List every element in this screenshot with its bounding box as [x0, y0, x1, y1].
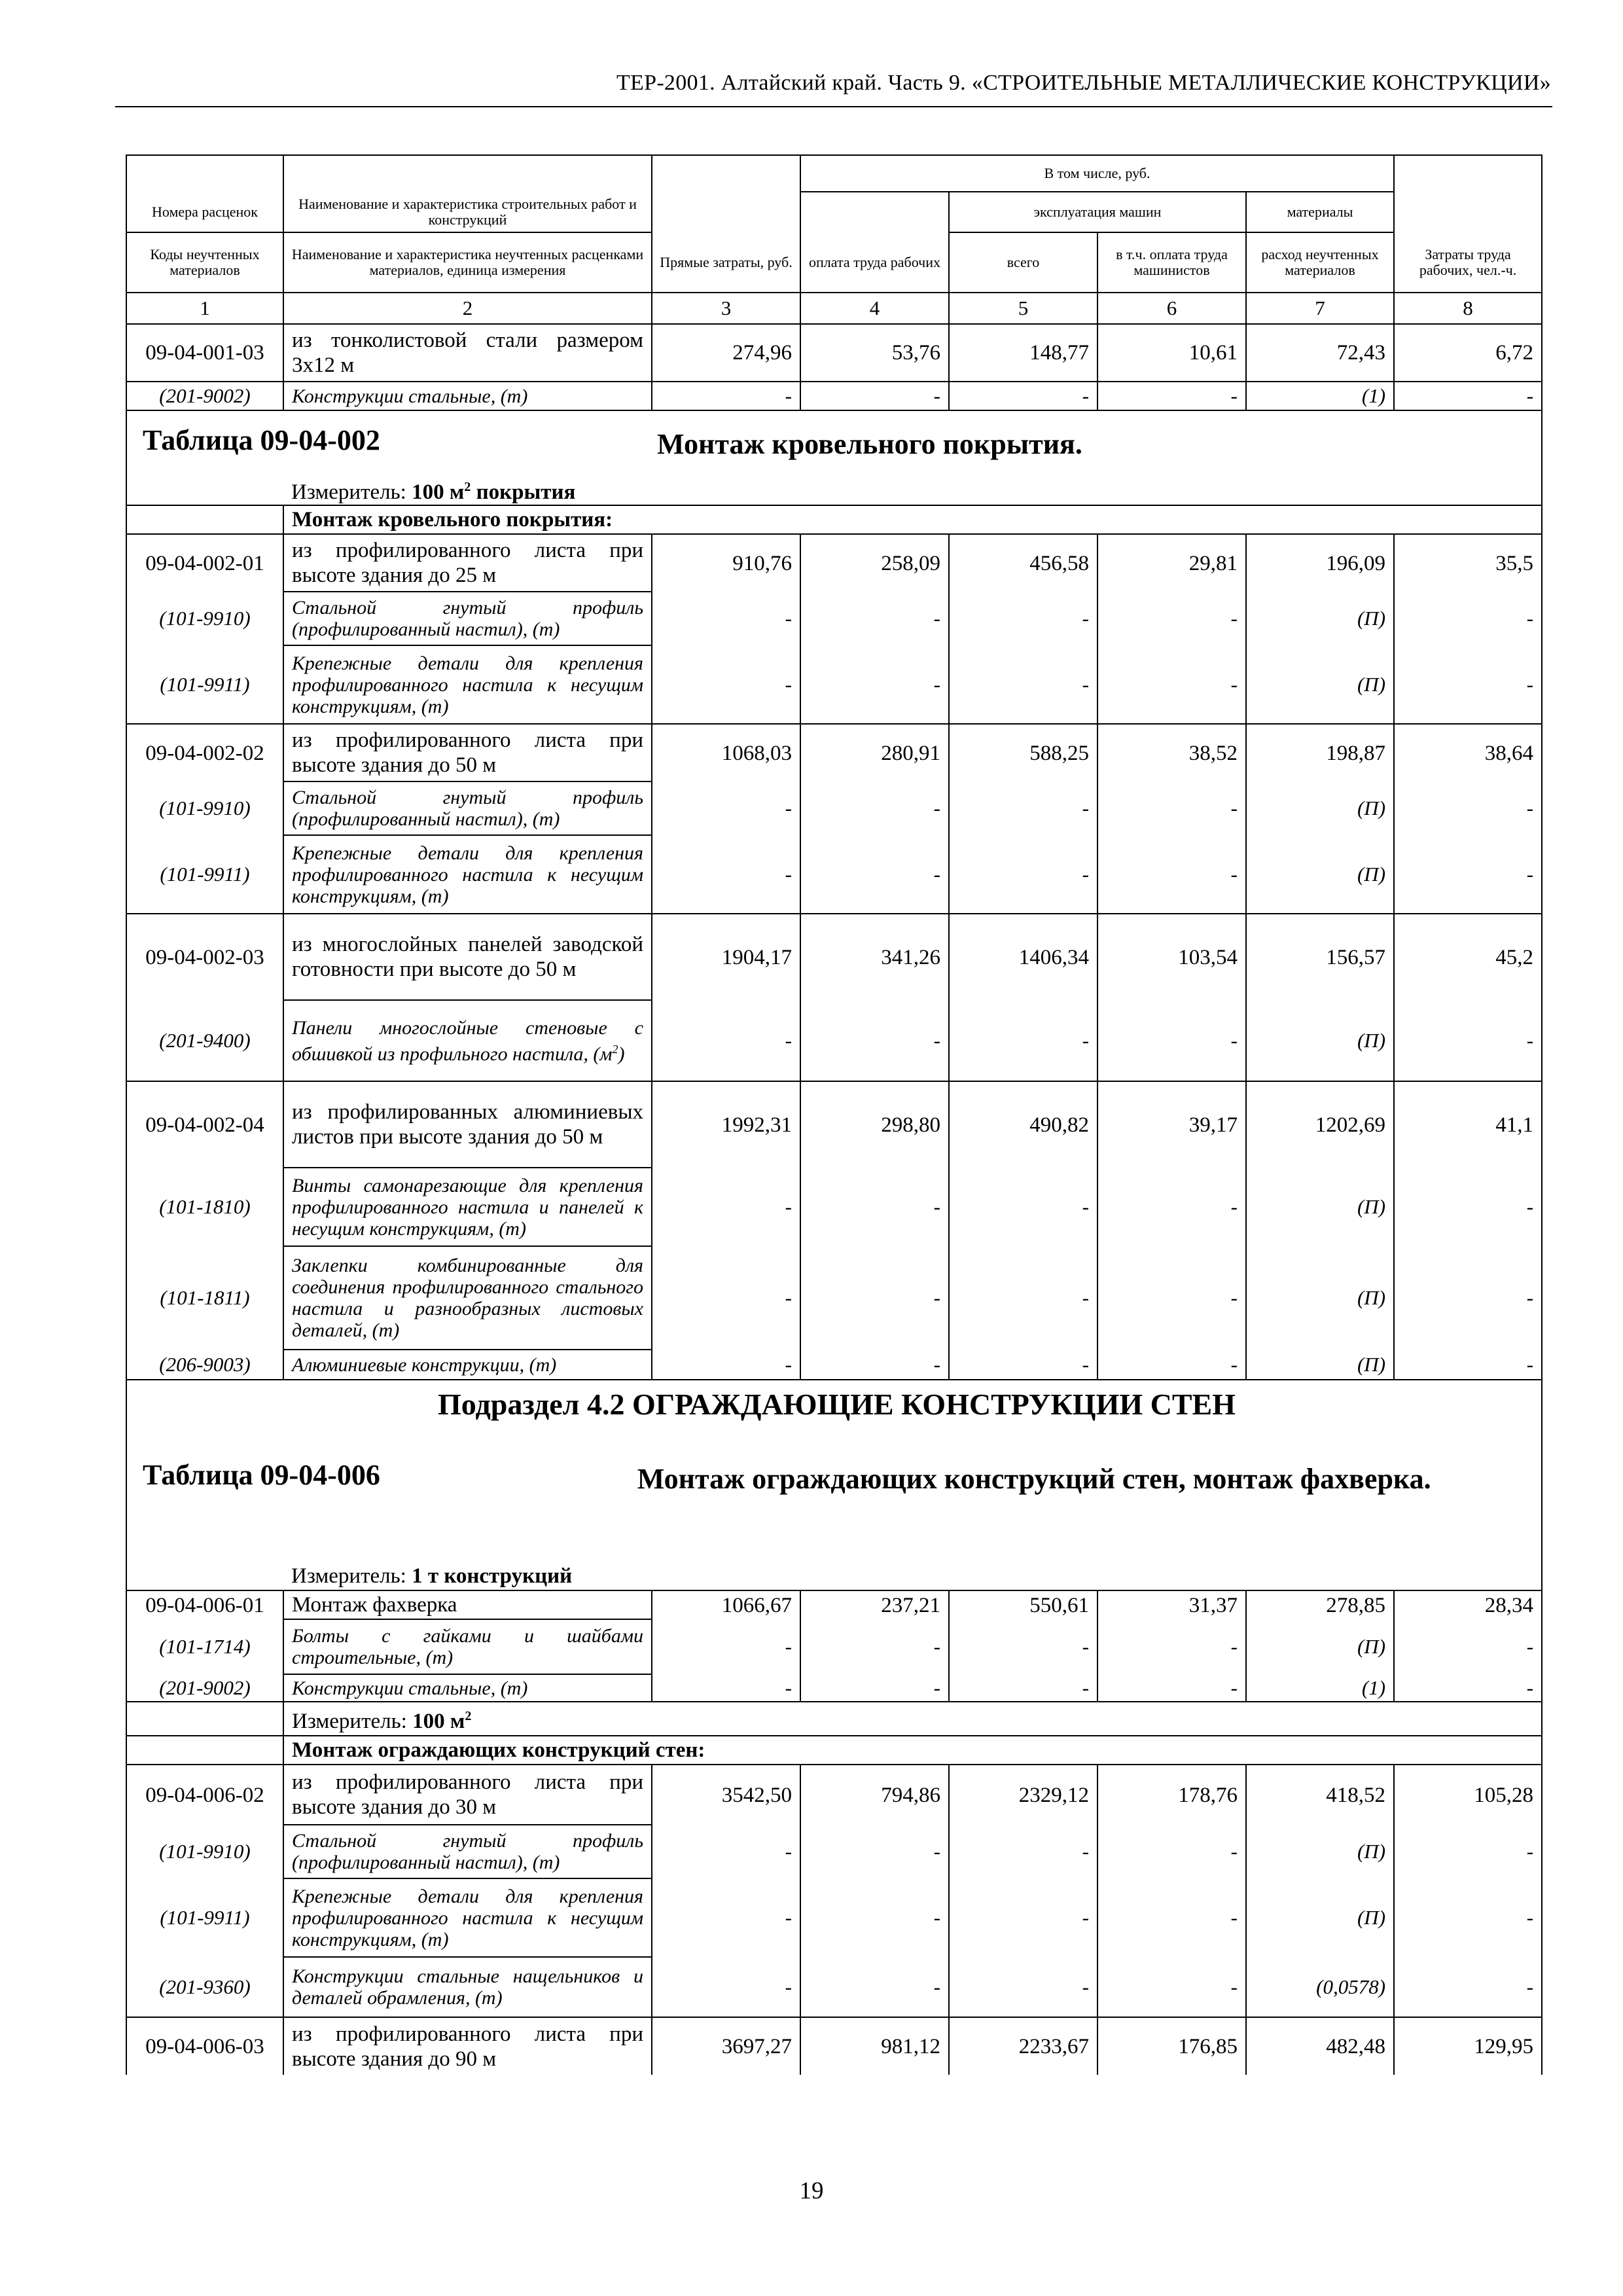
- value-cell: 550,61: [949, 1590, 1097, 1619]
- material-code: (101-9910): [126, 592, 283, 645]
- value-cell: 588,25: [949, 724, 1097, 781]
- value-cell: (П): [1246, 1246, 1394, 1350]
- value-cell: -: [1394, 1825, 1542, 1878]
- value-cell: -: [949, 781, 1097, 835]
- rate-code: 09-04-006-02: [126, 1765, 283, 1825]
- hd-col3-spacer: [652, 192, 800, 232]
- col-number: 6: [1097, 293, 1246, 324]
- value-cell: -: [652, 382, 800, 410]
- meter: [283, 1562, 1542, 1590]
- material-code: (101-1811): [126, 1246, 283, 1350]
- hd-materials: материалы: [1246, 192, 1394, 232]
- meter-spacer: [126, 1702, 283, 1736]
- material-code: (101-1714): [126, 1619, 283, 1674]
- value-cell: -: [1394, 382, 1542, 410]
- value-cell: -: [800, 1350, 949, 1380]
- col-number: 2: [283, 293, 652, 324]
- value-cell: -: [800, 1957, 949, 2017]
- material-row: [126, 1619, 1542, 1674]
- meter-suffix: покрытия: [471, 480, 576, 504]
- group-title: Монтаж кровельного покрытия:: [283, 505, 1542, 534]
- section-title: Подраздел 4.2 ОГРАЖДАЮЩИЕ КОНСТРУКЦИИ СТЕН: [438, 1388, 1236, 1421]
- value-cell: -: [1394, 645, 1542, 724]
- value-cell: 41,1: [1394, 1081, 1542, 1168]
- value-cell: 2329,12: [949, 1765, 1097, 1825]
- value-cell: -: [1394, 1957, 1542, 2017]
- material-code: (101-9911): [126, 835, 283, 914]
- material-code: (206-9003): [126, 1350, 283, 1380]
- meter: [283, 1702, 1542, 1736]
- value-cell: 2233,67: [949, 2017, 1097, 2075]
- material-row: [126, 382, 1542, 410]
- value-cell: 105,28: [1394, 1765, 1542, 1825]
- value-cell: -: [800, 382, 949, 410]
- material-name: Панели многослойные стеновые с обшивкой из профильного настила, $(м^2)$: [283, 1000, 652, 1081]
- value-cell: -: [1097, 645, 1246, 724]
- material-code: (101-9910): [126, 1825, 283, 1878]
- material-name: Винты самонарезающие для крепления профилированного настила и панелей к несущим конструкциям, (т): [283, 1168, 652, 1246]
- value-cell: -: [652, 592, 800, 645]
- rate-row: [126, 724, 1542, 781]
- value-cell: -: [949, 645, 1097, 724]
- material-code: (201-9360): [126, 1957, 283, 2017]
- material-row: [126, 1350, 1542, 1380]
- header-row: [126, 155, 1542, 192]
- rate-row: [126, 914, 1542, 1000]
- material-name: Крепежные детали для крепления профилированного настила к несущим конструкциям, (т): [283, 645, 652, 724]
- material-row: [126, 1246, 1542, 1350]
- header-rule: [115, 106, 1552, 107]
- value-cell: 156,57: [1246, 914, 1394, 1000]
- value-cell: 178,76: [1097, 1765, 1246, 1825]
- material-name: Конструкции стальные, (т): [283, 382, 652, 410]
- material-row: [126, 1878, 1542, 1957]
- value-cell: -: [1097, 1168, 1246, 1246]
- material-row: [126, 645, 1542, 724]
- value-cell: -: [1394, 1350, 1542, 1380]
- value-cell: -: [800, 781, 949, 835]
- value-cell: (П): [1246, 1878, 1394, 1957]
- hd-direct-costs: Прямые затраты, руб.: [652, 232, 800, 293]
- value-cell: (П): [1246, 1350, 1394, 1380]
- rate-row: [126, 324, 1542, 382]
- value-cell: 176,85: [1097, 2017, 1246, 2075]
- value-cell: -: [800, 1674, 949, 1702]
- group-row: [126, 505, 1542, 534]
- material-code: (201-9002): [126, 1674, 283, 1702]
- value-cell: 196,09: [1246, 534, 1394, 592]
- material-code: (201-9400): [126, 1000, 283, 1081]
- group-title: Монтаж ограждающих конструкций стен:: [283, 1736, 1542, 1765]
- material-row: [126, 1674, 1542, 1702]
- value-cell: -: [1097, 382, 1246, 410]
- col-number: 4: [800, 293, 949, 324]
- header-row: [126, 192, 1542, 232]
- material-code: (101-9911): [126, 645, 283, 724]
- value-cell: -: [1097, 835, 1246, 914]
- meter-value: 1 т конструкций: [412, 1564, 573, 1588]
- rate-code: 09-04-002-01: [126, 534, 283, 592]
- value-cell: -: [949, 1350, 1097, 1380]
- material-name: Крепежные детали для крепления профилированного настила к несущим конструкциям, (т): [283, 1878, 652, 1957]
- rate-code: 09-04-001-03: [126, 324, 283, 382]
- value-cell: (П): [1246, 592, 1394, 645]
- rate-code: 09-04-002-04: [126, 1081, 283, 1168]
- value-cell: -: [652, 1350, 800, 1380]
- rate-name: из тонколистовой стали размером 3х12 м: [283, 324, 652, 382]
- value-cell: -: [800, 1246, 949, 1350]
- meter-prefix: Измеритель:: [291, 480, 406, 504]
- value-cell: -: [652, 1619, 800, 1674]
- value-cell: 1904,17: [652, 914, 800, 1000]
- hd-col3-spacer: [652, 155, 800, 192]
- value-cell: -: [949, 1674, 1097, 1702]
- material-row: [126, 781, 1542, 835]
- value-cell: 39,17: [1097, 1081, 1246, 1168]
- value-cell: (П): [1246, 1619, 1394, 1674]
- value-cell: -: [652, 1878, 800, 1957]
- meter-sup: 2: [465, 1709, 472, 1723]
- rate-name: из профилированного листа при высоте здания до 25 м: [283, 534, 652, 592]
- value-cell: (1): [1246, 382, 1394, 410]
- value-cell: -: [800, 1168, 949, 1246]
- meter-prefix: Измеритель:: [292, 1710, 407, 1733]
- value-cell: -: [1394, 1619, 1542, 1674]
- col-number: 8: [1394, 293, 1542, 324]
- material-code: (101-1810): [126, 1168, 283, 1246]
- value-cell: 3697,27: [652, 2017, 800, 2075]
- value-cell: 38,64: [1394, 724, 1542, 781]
- value-cell: (1): [1246, 1674, 1394, 1702]
- material-name: Стальной гнутый профиль (профилированный настил), (т): [283, 1825, 652, 1878]
- value-cell: 258,09: [800, 534, 949, 592]
- value-cell: -: [1394, 1246, 1542, 1350]
- value-cell: -: [949, 1168, 1097, 1246]
- hd-col1-top-spacer: [126, 155, 283, 192]
- table-title: Монтаж кровельного покрытия.: [657, 428, 1082, 460]
- group-spacer: [126, 505, 283, 534]
- value-cell: -: [1097, 1957, 1246, 2017]
- material-code: (101-9911): [126, 1878, 283, 1957]
- value-cell: -: [949, 1878, 1097, 1957]
- value-cell: -: [1097, 781, 1246, 835]
- rate-row: [126, 1765, 1542, 1825]
- group-spacer: [126, 1736, 283, 1765]
- rate-code: 09-04-002-02: [126, 724, 283, 781]
- material-name: Стальной гнутый профиль (профилированный настил), (т): [283, 781, 652, 835]
- value-cell: -: [949, 1246, 1097, 1350]
- value-cell: -: [949, 1825, 1097, 1878]
- rate-name: Монтаж фахверка: [283, 1590, 652, 1619]
- value-cell: 1066,67: [652, 1590, 800, 1619]
- meter-value: 100 $м^2$: [412, 1709, 472, 1733]
- value-cell: 31,37: [1097, 1590, 1246, 1619]
- meter: [283, 475, 1542, 505]
- value-cell: 10,61: [1097, 324, 1246, 382]
- value-cell: -: [800, 592, 949, 645]
- value-cell: -: [949, 1619, 1097, 1674]
- material-name: Заклепки комбинированные для соединения профилированного стального настила и разнообразных листовых деталей, (т): [283, 1246, 652, 1350]
- material-code: (201-9002): [126, 382, 283, 410]
- value-cell: -: [1394, 1878, 1542, 1957]
- value-cell: -: [652, 1000, 800, 1081]
- rate-name: из профилированного листа при высоте здания до 30 м: [283, 1765, 652, 1825]
- value-cell: 910,76: [652, 534, 800, 592]
- value-cell: -: [1097, 1000, 1246, 1081]
- value-cell: 1992,31: [652, 1081, 800, 1168]
- hd-col4-spacer: [800, 192, 949, 232]
- meter-spacer: [126, 475, 283, 505]
- meter-row: [126, 1702, 1542, 1736]
- value-cell: 38,52: [1097, 724, 1246, 781]
- value-cell: 129,95: [1394, 2017, 1542, 2075]
- material-row: [126, 1168, 1542, 1246]
- value-cell: -: [652, 645, 800, 724]
- value-cell: 456,58: [949, 534, 1097, 592]
- table-heading-row: [126, 410, 1542, 475]
- value-cell: 1406,34: [949, 914, 1097, 1000]
- material-row: [126, 1957, 1542, 2017]
- col-number: 5: [949, 293, 1097, 324]
- value-cell: 237,21: [800, 1590, 949, 1619]
- value-cell: -: [1097, 1619, 1246, 1674]
- hd-labor-pay: оплата труда рабочих: [800, 232, 949, 293]
- unit-sup: 2: [612, 1042, 618, 1056]
- value-cell: -: [1097, 1246, 1246, 1350]
- value-cell: -: [652, 781, 800, 835]
- section-heading-row: [126, 1380, 1542, 1562]
- meter-row: [126, 1562, 1542, 1590]
- value-cell: 72,43: [1246, 324, 1394, 382]
- value-cell: 274,96: [652, 324, 800, 382]
- page-number: 19: [799, 2178, 824, 2204]
- material-name: Конструкции стальные, (т): [283, 1674, 652, 1702]
- value-cell: -: [652, 1825, 800, 1878]
- value-cell: -: [949, 1957, 1097, 2017]
- value-cell: -: [1394, 781, 1542, 835]
- value-cell: 148,77: [949, 324, 1097, 382]
- value-cell: -: [652, 1168, 800, 1246]
- value-cell: 1202,69: [1246, 1081, 1394, 1168]
- material-row: [126, 835, 1542, 914]
- rate-name: из профилированного листа при высоте здания до 50 м: [283, 724, 652, 781]
- value-cell: -: [1394, 1168, 1542, 1246]
- table-label: Таблица 09-04-002: [143, 424, 380, 456]
- value-cell: 198,87: [1246, 724, 1394, 781]
- meter-sup: 2: [464, 480, 471, 494]
- hd-machines-total: всего: [949, 232, 1097, 293]
- rate-code: 09-04-006-01: [126, 1590, 283, 1619]
- rate-name: из профилированного листа при высоте здания до 90 м: [283, 2017, 652, 2075]
- value-cell: -: [949, 1000, 1097, 1081]
- value-cell: 28,34: [1394, 1590, 1542, 1619]
- meter-prefix: Измеритель:: [291, 1564, 406, 1588]
- value-cell: -: [800, 1000, 949, 1081]
- material-row: [126, 1000, 1542, 1081]
- value-cell: -: [949, 382, 1097, 410]
- material-name: Конструкции стальные нащельников и деталей обрамления, (т): [283, 1957, 652, 2017]
- rate-row: [126, 534, 1542, 592]
- value-cell: -: [949, 592, 1097, 645]
- value-cell: (П): [1246, 645, 1394, 724]
- hd-material-codes: Коды неучтенных материалов: [126, 232, 283, 293]
- value-cell: 35,5: [1394, 534, 1542, 592]
- value-cell: -: [1394, 1674, 1542, 1702]
- value-cell: -: [800, 645, 949, 724]
- hd-col8-spacer: [1394, 155, 1542, 192]
- value-cell: -: [1097, 1674, 1246, 1702]
- header-row: [126, 232, 1542, 293]
- value-cell: (П): [1246, 1825, 1394, 1878]
- meter-value: 100 $м^2$ покрытия: [412, 480, 576, 504]
- material-row: [126, 592, 1542, 645]
- value-cell: 482,48: [1246, 2017, 1394, 2075]
- hd-labor-hours: Затраты труда рабочих, чел.-ч.: [1394, 232, 1542, 293]
- value-cell: 6,72: [1394, 324, 1542, 382]
- material-code: (101-9910): [126, 781, 283, 835]
- rate-name: из многослойных панелей заводской готовности при высоте до 50 м: [283, 914, 652, 1000]
- value-cell: -: [652, 835, 800, 914]
- hd-material-usage: расход неучтенных материалов: [1246, 232, 1394, 293]
- hd-material-names: Наименование и характеристика неучтенных расценками материалов, единица измерения: [283, 232, 652, 293]
- value-cell: -: [800, 1619, 949, 1674]
- section-heading: [126, 1380, 1542, 1562]
- value-cell: -: [652, 1246, 800, 1350]
- value-cell: 298,80: [800, 1081, 949, 1168]
- running-head: ТЕР-2001. Алтайский край. Часть 9. «СТРОИТЕЛЬНЫЕ МЕТАЛЛИЧЕСКИЕ КОНСТРУКЦИИ»: [616, 71, 1551, 95]
- value-cell: -: [1097, 1878, 1246, 1957]
- value-cell: -: [652, 1957, 800, 2017]
- value-cell: 418,52: [1246, 1765, 1394, 1825]
- col-number: 7: [1246, 293, 1394, 324]
- value-cell: 280,91: [800, 724, 949, 781]
- value-cell: 794,86: [800, 1765, 949, 1825]
- hd-including: В том числе, руб.: [800, 155, 1394, 192]
- hd-rate-numbers: Номера расценок: [126, 192, 283, 232]
- hd-machines: эксплуатация машин: [949, 192, 1246, 232]
- meter-spacer: [126, 1562, 283, 1590]
- value-cell: 341,26: [800, 914, 949, 1000]
- table-label: Таблица 09-04-006: [143, 1459, 380, 1491]
- rate-row: [126, 1590, 1542, 1619]
- hd-col2-top-spacer: [283, 155, 652, 192]
- value-cell: -: [800, 1878, 949, 1957]
- hd-col8-spacer: [1394, 192, 1542, 232]
- column-numbers-row: [126, 293, 1542, 324]
- table-heading: [126, 410, 1542, 475]
- value-cell: -: [652, 1674, 800, 1702]
- rate-name: из профилированных алюминиевых листов при высоте здания до 50 м: [283, 1081, 652, 1168]
- value-cell: 278,85: [1246, 1590, 1394, 1619]
- value-cell: -: [1394, 592, 1542, 645]
- material-name: Крепежные детали для крепления профилированного настила к несущим конструкциям, (т): [283, 835, 652, 914]
- hd-machinist-pay: в т.ч. оплата труда машинистов: [1097, 232, 1246, 293]
- value-cell: 103,54: [1097, 914, 1246, 1000]
- col-number: 3: [652, 293, 800, 324]
- value-cell: (П): [1246, 1168, 1394, 1246]
- material-name: Стальной гнутый профиль (профилированный настил), (т): [283, 592, 652, 645]
- value-cell: -: [800, 1825, 949, 1878]
- value-cell: 3542,50: [652, 1765, 800, 1825]
- value-cell: -: [1394, 1000, 1542, 1081]
- rate-row: [126, 2017, 1542, 2075]
- value-cell: -: [1097, 1350, 1246, 1380]
- value-cell: -: [1097, 592, 1246, 645]
- table-title: Монтаж ограждающих конструкций стен, монтаж фахверка.: [637, 1463, 1431, 1495]
- value-cell: -: [800, 835, 949, 914]
- value-cell: 53,76: [800, 324, 949, 382]
- value-cell: 45,2: [1394, 914, 1542, 1000]
- material-name: Алюминиевые конструкции, (т): [283, 1350, 652, 1380]
- value-cell: 1068,03: [652, 724, 800, 781]
- rate-code: 09-04-006-03: [126, 2017, 283, 2075]
- value-cell: 29,81: [1097, 534, 1246, 592]
- rate-code: 09-04-002-03: [126, 914, 283, 1000]
- hd-work-name: Наименование и характеристика строительных работ и конструкций: [283, 192, 652, 232]
- rates-table: [126, 154, 1543, 2075]
- material-row: [126, 1825, 1542, 1878]
- meter-row: [126, 475, 1542, 505]
- value-cell: (П): [1246, 1000, 1394, 1081]
- rate-row: [126, 1081, 1542, 1168]
- value-cell: 981,12: [800, 2017, 949, 2075]
- value-cell: -: [1394, 835, 1542, 914]
- value-cell: (0,0578): [1246, 1957, 1394, 2017]
- col-number: 1: [126, 293, 283, 324]
- value-cell: -: [949, 835, 1097, 914]
- value-cell: -: [1097, 1825, 1246, 1878]
- value-cell: (П): [1246, 835, 1394, 914]
- material-name: Болты с гайками и шайбами строительные, (т): [283, 1619, 652, 1674]
- group-row: [126, 1736, 1542, 1765]
- value-cell: 490,82: [949, 1081, 1097, 1168]
- value-cell: (П): [1246, 781, 1394, 835]
